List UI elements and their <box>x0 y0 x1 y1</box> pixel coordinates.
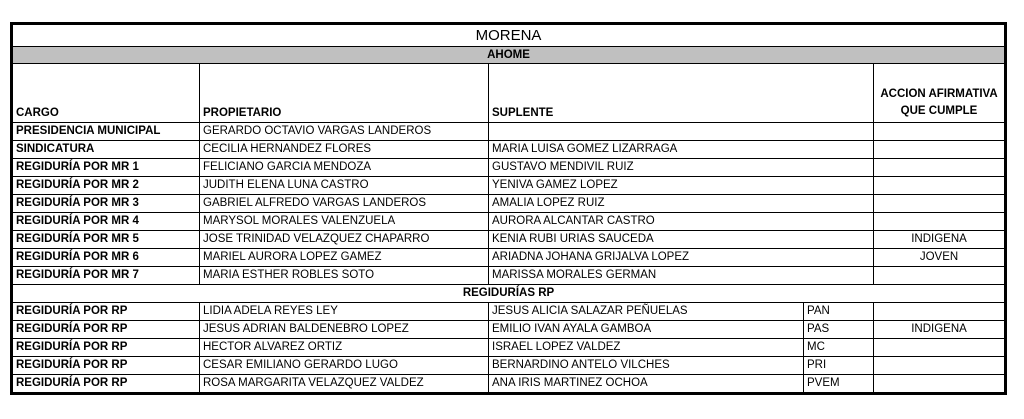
header-row <box>12 64 1006 123</box>
propietario-cell: CECILIA HERNANDEZ FLORES <box>200 141 489 159</box>
table-row <box>12 195 1006 213</box>
accion-cell <box>874 267 1006 285</box>
suplente-cell: AURORA ALCANTAR CASTRO <box>489 213 874 231</box>
accion-cell <box>874 213 1006 231</box>
accion-cell <box>874 123 1006 141</box>
table-row <box>12 321 1006 339</box>
accion-cell: JOVEN <box>874 249 1006 267</box>
table-row <box>12 177 1006 195</box>
cargo-cell: PRESIDENCIA MUNICIPAL <box>12 123 200 141</box>
cargo-cell: REGIDURÍA POR RP <box>12 321 200 339</box>
accion-cell: INDIGENA <box>874 321 1006 339</box>
suplente-cell: ANA IRIS MARTINEZ OCHOA <box>489 375 804 394</box>
partido-cell: MC <box>804 339 874 357</box>
table-row <box>12 159 1006 177</box>
propietario-cell: HECTOR ALVAREZ ORTIZ <box>200 339 489 357</box>
accion-cell: INDIGENA <box>874 231 1006 249</box>
candidate-table-sheet <box>10 22 1004 414</box>
propietario-cell: CESAR EMILIANO GERARDO LUGO <box>200 357 489 375</box>
candidate-table <box>10 22 1007 395</box>
table-row <box>12 267 1006 285</box>
propietario-cell: MARYSOL MORALES VALENZUELA <box>200 213 489 231</box>
cargo-cell: REGIDURÍA POR RP <box>12 375 200 394</box>
propietario-cell: GABRIEL ALFREDO VARGAS LANDEROS <box>200 195 489 213</box>
header-accion-afirmativa: ACCION AFIRMATIVA QUE CUMPLE <box>874 64 1006 123</box>
cargo-cell: REGIDURÍA POR MR 7 <box>12 267 200 285</box>
table-row <box>12 375 1006 394</box>
cargo-cell: REGIDURÍA POR MR 2 <box>12 177 200 195</box>
accion-cell <box>874 141 1006 159</box>
propietario-cell: LIDIA ADELA REYES LEY <box>200 303 489 321</box>
suplente-cell: GUSTAVO MENDIVIL RUIZ <box>489 159 874 177</box>
propietario-cell: MARIEL AURORA LOPEZ GAMEZ <box>200 249 489 267</box>
suplente-cell: MARISSA MORALES GERMAN <box>489 267 874 285</box>
header-suplente: SUPLENTE <box>489 64 874 123</box>
cargo-cell: REGIDURÍA POR MR 5 <box>12 231 200 249</box>
header-propietario: PROPIETARIO <box>200 64 489 123</box>
suplente-cell: ISRAEL LOPEZ VALDEZ <box>489 339 804 357</box>
party-title: MORENA <box>12 24 1006 47</box>
propietario-cell: JOSE TRINIDAD VELAZQUEZ CHAPARRO <box>200 231 489 249</box>
accion-cell <box>874 375 1006 394</box>
suplente-cell: EMILIO IVAN AYALA GAMBOA <box>489 321 804 339</box>
cargo-cell: REGIDURÍA POR RP <box>12 339 200 357</box>
suplente-cell: ARIADNA JOHANA GRIJALVA LOPEZ <box>489 249 874 267</box>
propietario-cell: FELICIANO GARCIA MENDOZA <box>200 159 489 177</box>
accion-cell <box>874 159 1006 177</box>
suplente-cell: BERNARDINO ANTELO VILCHES <box>489 357 804 375</box>
section-row <box>12 285 1006 303</box>
suplente-cell: KENIA RUBI URIAS SAUCEDA <box>489 231 874 249</box>
table-row <box>12 339 1006 357</box>
partido-cell: PVEM <box>804 375 874 394</box>
rp-section-title: REGIDURÍAS RP <box>12 285 1006 303</box>
propietario-cell: GERARDO OCTAVIO VARGAS LANDEROS <box>200 123 489 141</box>
cargo-cell: SINDICATURA <box>12 141 200 159</box>
table-row <box>12 231 1006 249</box>
suplente-cell: AMALIA LOPEZ RUIZ <box>489 195 874 213</box>
suplente-cell: JESUS ALICIA SALAZAR PEÑUELAS <box>489 303 804 321</box>
accion-cell <box>874 339 1006 357</box>
cargo-cell: REGIDURÍA POR MR 4 <box>12 213 200 231</box>
table-row <box>12 357 1006 375</box>
table-row <box>12 303 1006 321</box>
table-row <box>12 123 1006 141</box>
cargo-cell: REGIDURÍA POR MR 6 <box>12 249 200 267</box>
propietario-cell: ROSA MARGARITA VELAZQUEZ VALDEZ <box>200 375 489 394</box>
cargo-cell: REGIDURÍA POR MR 3 <box>12 195 200 213</box>
table-row <box>12 141 1006 159</box>
suplente-cell: YENIVA GAMEZ LOPEZ <box>489 177 874 195</box>
accion-cell <box>874 357 1006 375</box>
propietario-cell: JUDITH ELENA LUNA CASTRO <box>200 177 489 195</box>
partido-cell: PRI <box>804 357 874 375</box>
accion-cell <box>874 195 1006 213</box>
header-cargo: CARGO <box>12 64 200 123</box>
accion-cell <box>874 303 1006 321</box>
municipality-title: AHOME <box>12 47 1006 64</box>
suplente-cell <box>489 123 874 141</box>
table-row <box>12 213 1006 231</box>
partido-cell: PAN <box>804 303 874 321</box>
table-row <box>12 249 1006 267</box>
suplente-cell: MARIA LUISA GOMEZ LIZARRAGA <box>489 141 874 159</box>
partido-cell: PAS <box>804 321 874 339</box>
propietario-cell: MARIA ESTHER ROBLES SOTO <box>200 267 489 285</box>
accion-cell <box>874 177 1006 195</box>
cargo-cell: REGIDURÍA POR RP <box>12 357 200 375</box>
cargo-cell: REGIDURÍA POR MR 1 <box>12 159 200 177</box>
cargo-cell: REGIDURÍA POR RP <box>12 303 200 321</box>
propietario-cell: JESUS ADRIAN BALDENEBRO LOPEZ <box>200 321 489 339</box>
